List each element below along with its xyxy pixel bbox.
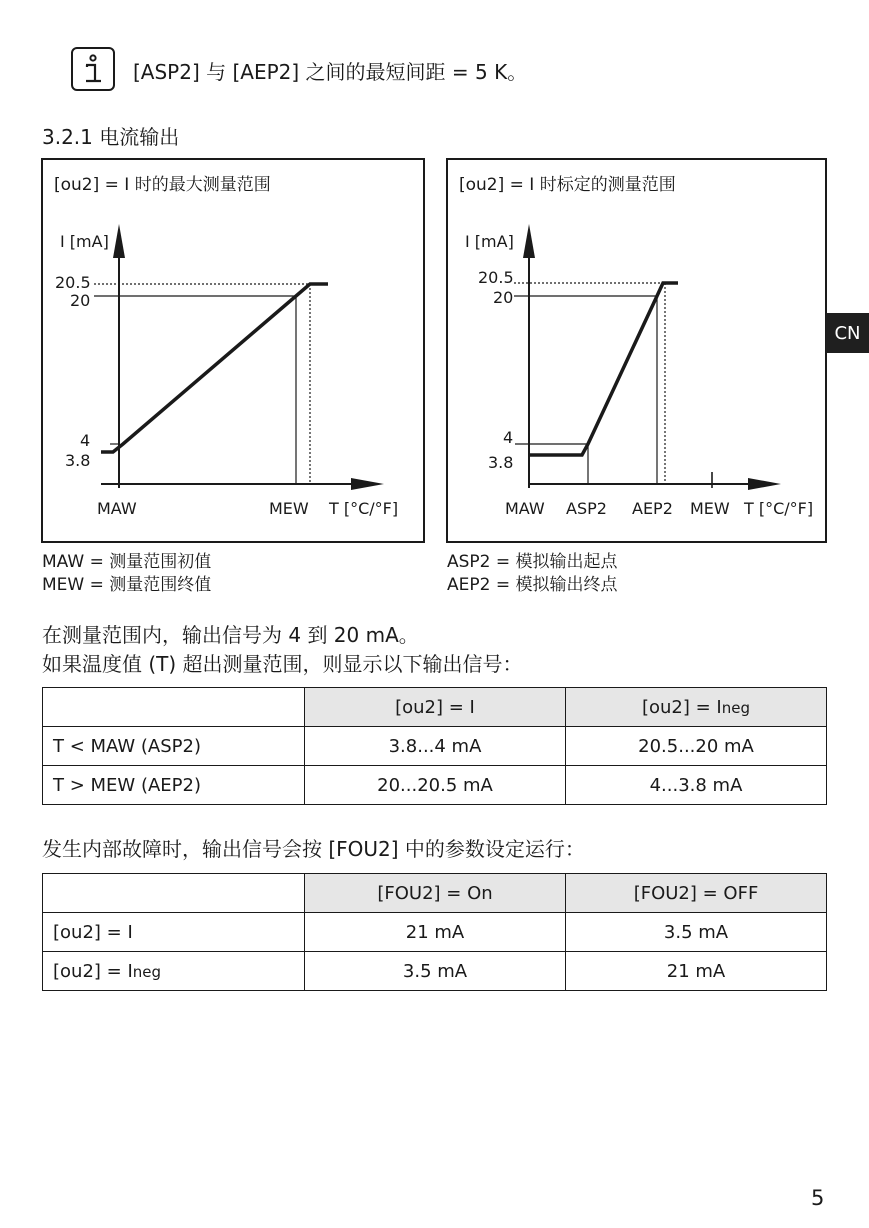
y-axis-label: I [mA] [465, 232, 514, 251]
section-title: 3.2.1 电流输出 [42, 125, 180, 149]
table-header-cell: [FOU2] = On [305, 874, 566, 913]
table-cell: 3.8...4 mA [305, 727, 566, 766]
legend-item: ASP2 = 模拟输出起点 [447, 552, 618, 572]
table-header-row [43, 688, 827, 727]
language-tab: CN [826, 313, 869, 353]
x-tick-label: ASP2 [566, 499, 607, 518]
paragraph: 在测量范围内，输出信号为 4 到 20 mA。 [42, 623, 419, 647]
table-cell: T > MEW (AEP2) [43, 766, 305, 805]
table-row [43, 727, 827, 766]
figure-2-plot [0, 0, 869, 600]
table-cell: 20...20.5 mA [305, 766, 566, 805]
page-number: 5 [811, 1186, 825, 1210]
x-axis-label: T [°C/°F] [744, 499, 814, 518]
note-text: [ASP2] 与 [AEP2] 之间的最短间距 = 5 K。 [133, 60, 528, 84]
x-tick-label: MAW [505, 499, 545, 518]
x-tick-label: AEP2 [632, 499, 673, 518]
legend-item: MAW = 测量范围初值 [42, 552, 212, 572]
paragraph: 发生内部故障时，输出信号会按 [FOU2] 中的参数设定运行： [42, 837, 585, 861]
table-header-cell [566, 688, 827, 727]
legend-right [447, 551, 618, 597]
legend-item: AEP2 = 模拟输出终点 [447, 575, 618, 595]
y-tick-label: 20.5 [55, 273, 91, 292]
y-tick-label: 4 [503, 428, 514, 447]
figure-title: [ou2] = I 时的最大测量范围 [54, 175, 271, 195]
fault-signal-table [42, 873, 827, 991]
y-tick-label: 20 [493, 288, 514, 307]
table-cell: 20.5...20 mA [566, 727, 827, 766]
table-cell [43, 952, 305, 991]
x-tick-label: MAW [97, 499, 137, 518]
header-subscript: neg [721, 698, 751, 717]
output-curve [529, 283, 678, 455]
table-row [43, 766, 827, 805]
table-cell: 21 mA [305, 913, 566, 952]
output-signal-table [42, 687, 827, 805]
table-header-row [43, 874, 827, 913]
x-axis-label: T [°C/°F] [329, 499, 399, 518]
table-header-cell [43, 874, 305, 913]
legend-left [42, 551, 211, 597]
table-row [43, 952, 827, 991]
y-tick-label: 3.8 [65, 451, 91, 470]
cell-subscript: neg [132, 962, 162, 981]
cell-text: [ou2] = I [53, 960, 133, 982]
x-tick-label: MEW [269, 499, 309, 518]
table-header-cell: [FOU2] = OFF [566, 874, 827, 913]
table-row [43, 913, 827, 952]
table-cell: [ou2] = I [43, 913, 305, 952]
table-cell: 21 mA [566, 952, 827, 991]
figure-title: [ou2] = I 时标定的测量范围 [459, 175, 676, 195]
table-cell: 3.5 mA [305, 952, 566, 991]
table-cell: T < MAW (ASP2) [43, 727, 305, 766]
y-tick-label: 20.5 [478, 268, 514, 287]
table-header-cell: [ou2] = I [305, 688, 566, 727]
y-tick-label: 4 [80, 431, 91, 450]
y-axis-arrow [523, 224, 535, 258]
x-tick-label: MEW [690, 499, 730, 518]
table-cell: 3.5 mA [566, 913, 827, 952]
legend-item: MEW = 测量范围终值 [42, 575, 212, 595]
y-axis-label: I [mA] [60, 232, 109, 251]
y-tick-label: 20 [70, 291, 91, 310]
table-cell: 4...3.8 mA [566, 766, 827, 805]
y-tick-label: 3.8 [488, 453, 514, 472]
table-header-cell [43, 688, 305, 727]
header-text: [ou2] = I [641, 696, 722, 718]
x-axis-arrow [748, 478, 781, 490]
paragraph: 如果温度值 (T) 超出测量范围，则显示以下输出信号： [42, 652, 523, 676]
